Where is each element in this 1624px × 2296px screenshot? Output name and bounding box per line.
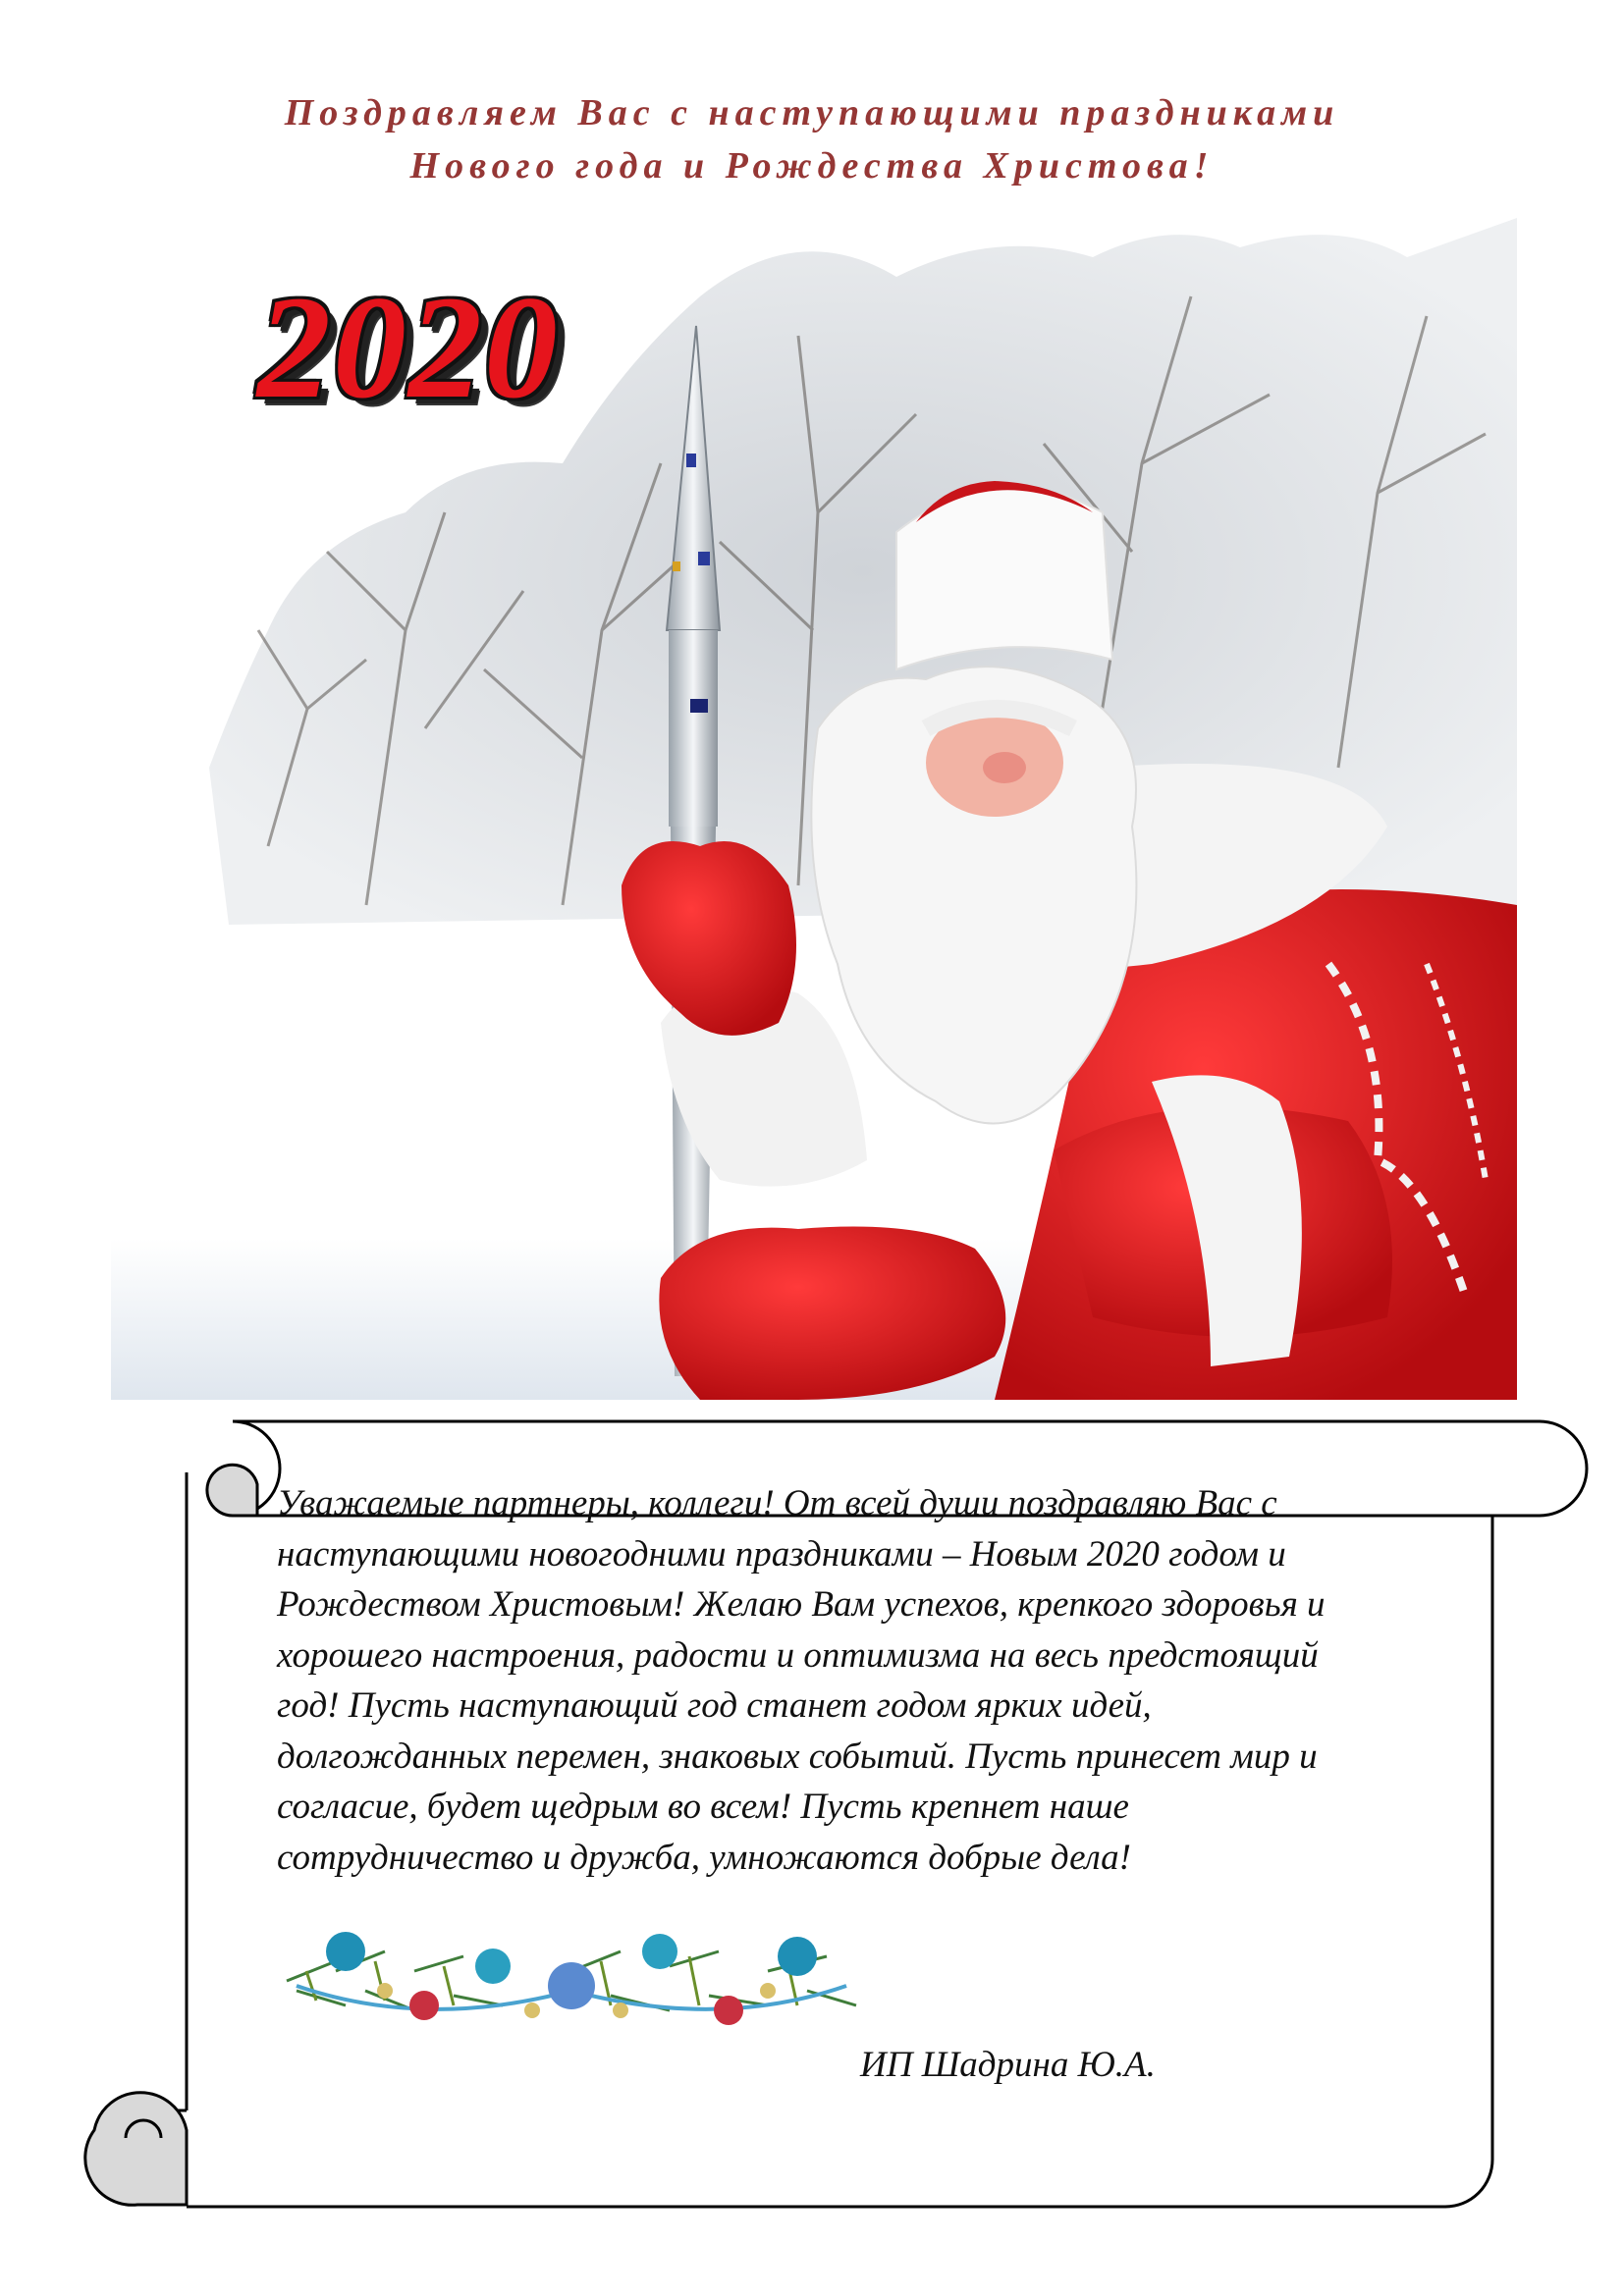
christmas-garland-icon (277, 1912, 866, 2055)
greeting-message: Уважаемые партнеры, коллеги! От всей души поздравляю Вас с наступающими новогодними праздниками – Новым 2020 годом и Рождеством Христовым! Желаю Вам успехов, крепкого здоровья и хорошего настроения, радости и оптимизма на весь предстоящий год! Пусть наступающий год станет годом ярких идей, долгожданных перемен, знаковых событий. Пусть принесет мир и согласие, будет щедрым во всем! Пусть крепнет наше сотрудничество и дружба, умножаются добрые дела! (277, 1483, 1326, 1878)
greeting-heading-line-2: Нового года и Рождества Христова! (409, 145, 1215, 187)
signature: ИП Шадрина Ю.А. (860, 2045, 1156, 2085)
greeting-heading-line-1: Поздравляем Вас с наступающими праздниками (284, 92, 1340, 133)
year-title: 2020 (257, 266, 560, 429)
greeting-heading (0, 86, 1624, 192)
